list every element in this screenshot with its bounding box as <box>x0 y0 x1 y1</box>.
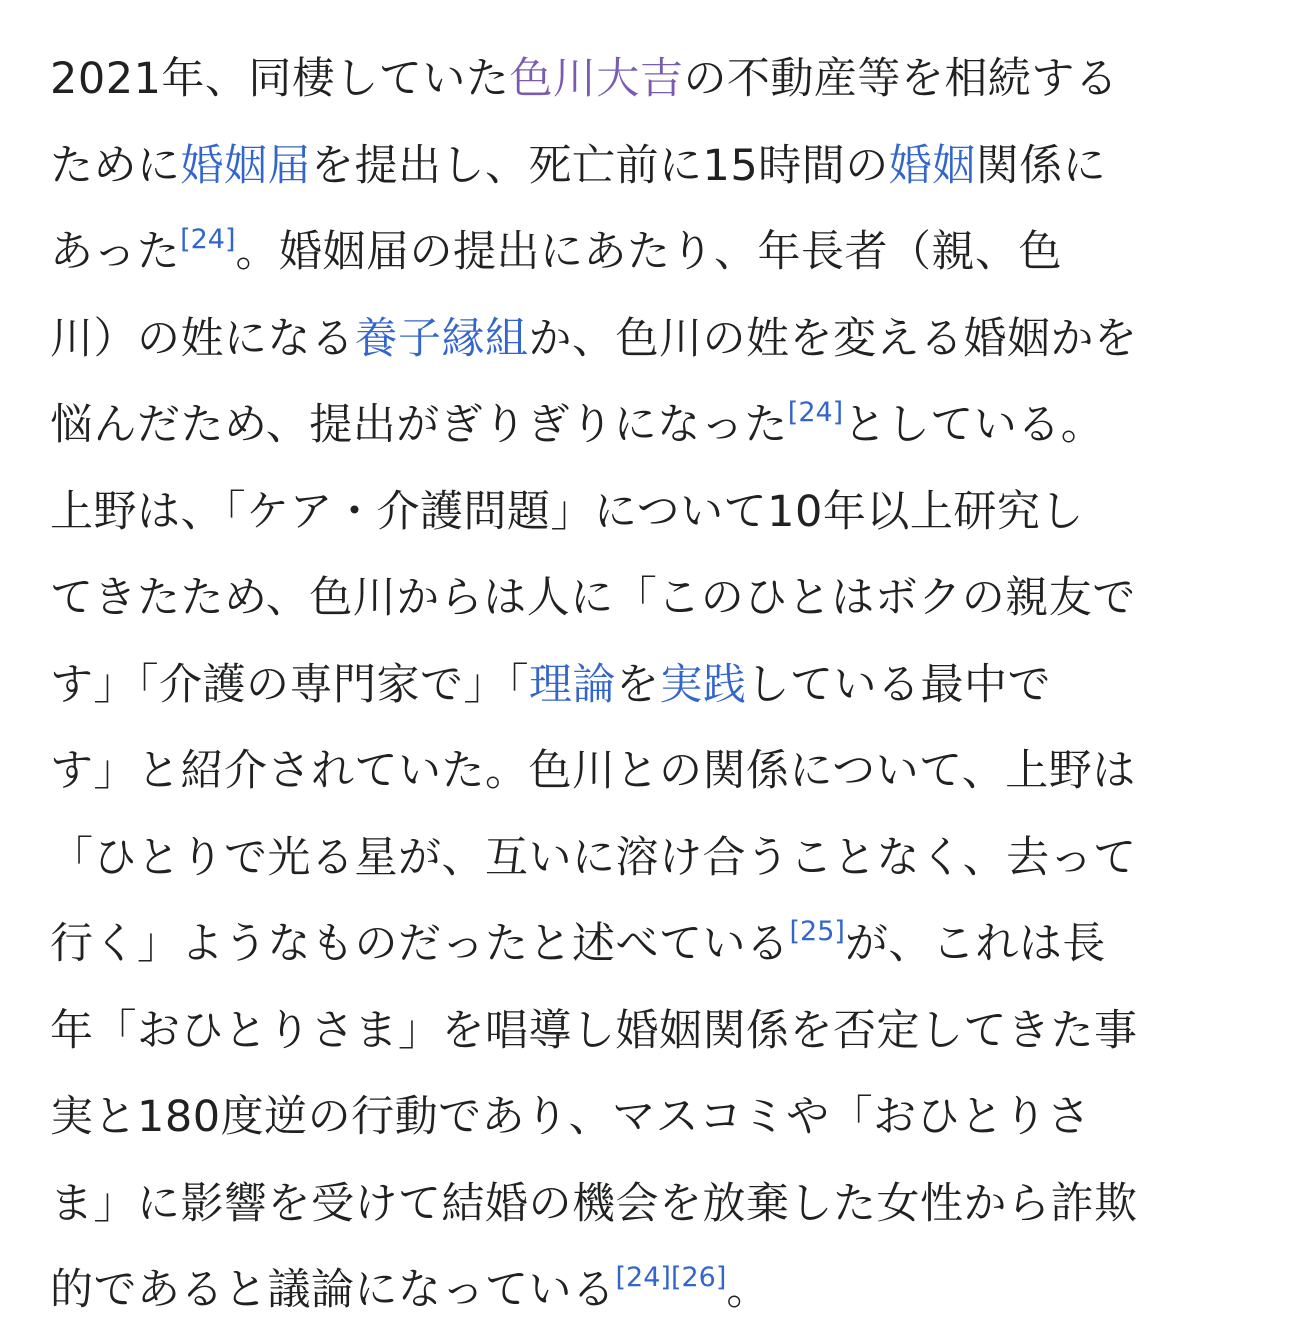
citation-ref <box>671 1262 726 1293</box>
body-text: 実と180度逆の行動であり、マスコミや「おひとりさ <box>50 1092 1091 1142</box>
wiki-link[interactable]: 色川大吉 <box>509 54 684 104</box>
body-text: 的であると議論になっている <box>50 1265 616 1315</box>
body-text: を <box>616 659 660 710</box>
citation-ref <box>788 397 843 428</box>
citation-link[interactable]: [26] <box>670 1262 727 1293</box>
text-line <box>50 296 1250 383</box>
text-line <box>50 988 1250 1075</box>
text-line <box>50 123 1250 210</box>
citation-ref <box>616 1262 671 1293</box>
citation-link[interactable]: [25] <box>789 916 845 947</box>
body-text: 悩んだため、提出がぎりぎりになった <box>50 400 788 450</box>
body-text: 2021年、同棲していた <box>50 54 510 104</box>
article-paragraph <box>50 36 1250 1334</box>
text-line <box>50 815 1250 902</box>
body-text: 上野は、「ケア・介護問題」について10年以上研究し <box>50 486 1084 537</box>
body-text: 関係に <box>975 140 1107 191</box>
body-text: している最中で <box>746 659 1051 710</box>
citation-link[interactable]: [24] <box>180 224 236 255</box>
citation-ref <box>790 916 845 947</box>
citation-ref <box>180 224 235 255</box>
body-text: としている。 <box>843 400 1105 450</box>
text-line <box>50 1074 1250 1161</box>
body-text: てきたため、色川からは人に「このひとはボクの親友で <box>50 573 1136 623</box>
text-line <box>50 642 1250 729</box>
text-line <box>50 36 1250 123</box>
text-line <box>50 555 1250 642</box>
body-text: 川）の姓になる <box>50 313 355 364</box>
citation-link[interactable]: [24] <box>615 1262 671 1293</box>
body-text: か、色川の姓を変える婚姻かを <box>528 313 1138 364</box>
body-text: あった <box>50 227 181 277</box>
wiki-link[interactable]: 養子縁組 <box>354 313 529 364</box>
wiki-link[interactable]: 婚姻 <box>888 140 976 191</box>
text-line <box>50 382 1250 469</box>
citation-link[interactable]: [24] <box>787 397 844 428</box>
body-text: 。婚姻届の提出にあたり、年長者（親、色 <box>235 227 1063 277</box>
body-text: す」と紹介されていた。色川との関係について、上野は <box>50 746 1136 796</box>
body-text: の不動産等を相続する <box>683 54 1119 104</box>
wiki-link[interactable]: 婚姻届 <box>180 140 311 191</box>
text-line <box>50 469 1250 556</box>
text-line <box>50 1161 1250 1248</box>
body-text: 年「おひとりさま」を唱導し婚姻関係を否定してきた事 <box>50 1005 1138 1056</box>
text-line <box>50 728 1250 815</box>
body-text: 「ひとりで光る星が、互いに溶け合うことなく、去って <box>50 832 1137 883</box>
wiki-link[interactable]: 理論 <box>529 659 616 710</box>
body-text: ために <box>50 140 181 191</box>
body-text: ま」に影響を受けて結婚の機会を放棄した女性から詐欺 <box>50 1178 1138 1229</box>
body-text: 行く」ようなものだったと述べている <box>50 919 790 969</box>
text-line <box>50 901 1250 988</box>
body-text: を提出し、死亡前に15時間の <box>311 140 889 191</box>
body-text: が、これは長 <box>844 919 1106 969</box>
body-text: す」「介護の専門家で」「 <box>50 659 529 710</box>
wiki-link[interactable]: 実践 <box>659 659 747 710</box>
body-text: 。 <box>726 1265 770 1315</box>
text-line <box>50 1247 1250 1334</box>
text-line <box>50 209 1250 296</box>
